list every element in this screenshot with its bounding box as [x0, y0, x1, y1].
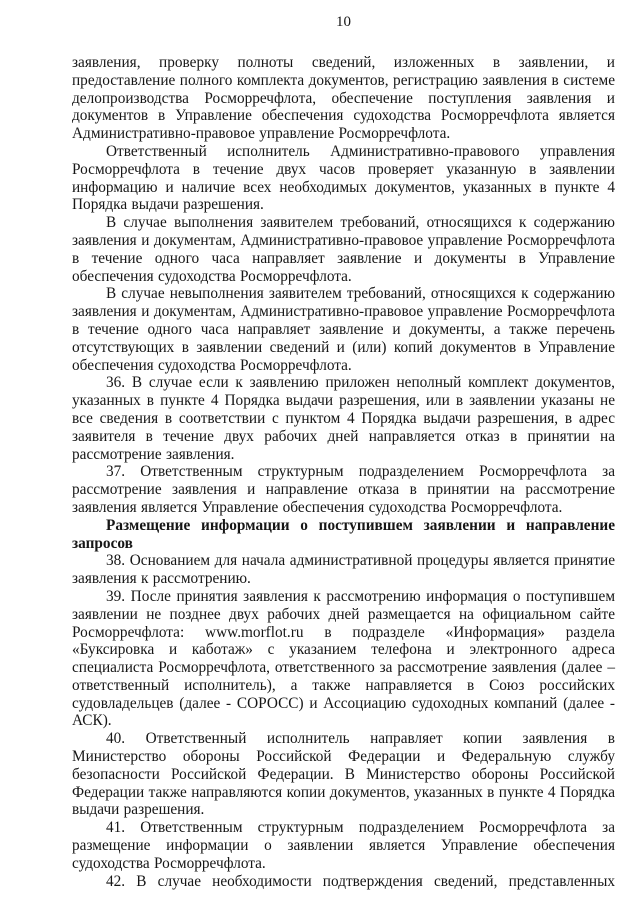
paragraph: В случае невыполнения заявителем требований, относящихся к содержанию заявления и документам, Административно-правовое управление Росморречфлота в течение одного часа направляет заявление и документы, а также перечень отсутствующих в заявлении сведений и (или) копий документов в Управление обеспечения судоходства Росморречфлота.: [72, 285, 615, 374]
paragraph: В случае выполнения заявителем требований, относящихся к содержанию заявления и документам, Административно-правовое управление Росморречфлота в течение одного часа направляет заявление и документы в Управление обеспечения судоходства Росморречфлота.: [72, 214, 615, 285]
paragraph-item-41: 41. Ответственным структурным подразделением Росморречфлота за размещение информации о заявлении является Управление обеспечения судоходства Росморречфлота.: [72, 819, 615, 872]
paragraph-item-38: 38. Основанием для начала административной процедуры является принятие заявления к рассмотрению.: [72, 552, 615, 588]
paragraph-item-37: 37. Ответственным структурным подразделением Росморречфлота за рассмотрение заявления и направление отказа в принятии на рассмотрение заявления является Управление обеспечения судоходства Росморречфлота.: [72, 463, 615, 516]
paragraph-item-36: 36. В случае если к заявлению приложен неполный комплект документов, указанных в пункте 4 Порядка выдачи разрешения, или в заявлении указаны не все сведения в соответствии с пунктом 4 Порядка выдачи разрешения, в адрес заявителя в течение двух рабочих дней направляется отказ в принятии на рассмотрение заявления.: [72, 374, 615, 463]
page-number: 10: [336, 14, 351, 30]
paragraph-item-39: 39. После принятия заявления к рассмотрению информация о поступившем заявлении не позднее двух рабочих дней размещается на официальном сайте Росморречфлота: www.morflot.ru в подразделе «Информация» раздела «Буксировка и каботаж» с указанием телефона и электронного адреса специалиста Росморречфлота, ответственного за рассмотрение заявления (далее – ответственный исполнитель), а также направляется в Союз российских судовладельцев (далее - СОРОСС) и Ассоциацию судоходных компаний (далее - АСК).: [72, 587, 615, 730]
paragraph: Ответственный исполнитель Административно-правового управления Росморречфлота в течение двух часов проверяет указанную в заявлении информацию и наличие всех необходимых документов, указанных в пункте 4 Порядка выдачи разрешения.: [72, 142, 615, 214]
paragraph-item-40: 40. Ответственный исполнитель направляет копии заявления в Министерство обороны Российской Федерации и Федеральную службу безопасности Российской Федерации. В Министерство обороны Российской Федерации также направляются копии документов, указанных в пункте 4 Порядка выдачи разрешения.: [72, 730, 615, 819]
section-heading: Размещение информации о поступившем заявлении и направление запросов: [72, 516, 615, 552]
document-body: [72, 54, 615, 890]
paragraph-item-42: 42. В случае необходимости подтверждения сведений, представленных: [106, 872, 615, 890]
paragraph-continued: заявления, проверку полноты сведений, изложенных в заявлении, и предоставление полного комплекта документов, регистрацию заявления в системе делопроизводства Росморречфлота, обеспечение поступления заявления и документов в Управление обеспечения судоходства Росморречфлота является Административно-правовое управление Росморречфлота.: [72, 54, 615, 143]
